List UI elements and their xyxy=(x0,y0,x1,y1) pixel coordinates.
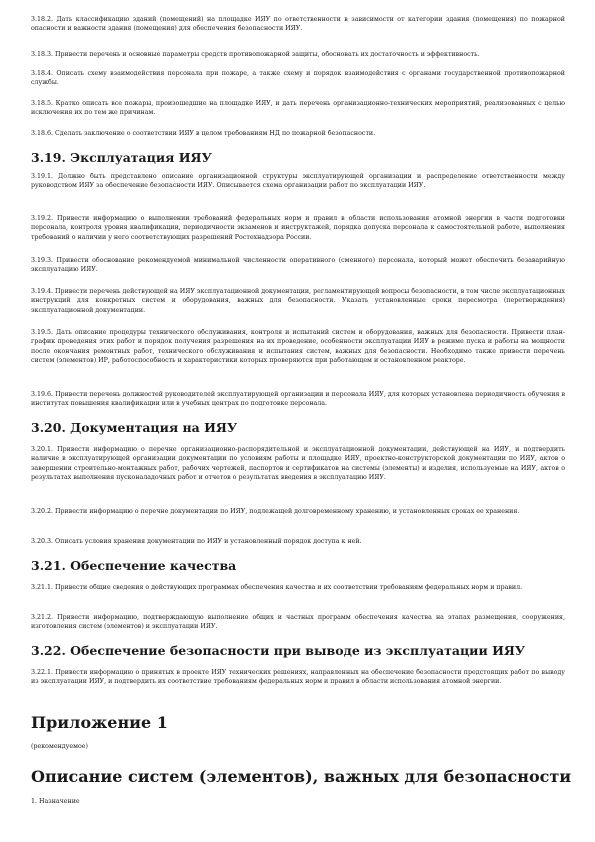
paragraph-3-21-1: 3.21.1. Привести общие сведения о действующих программах обеспечения качества и их соответствии требованиям федеральных норм и правил. xyxy=(31,584,523,591)
paragraph-3-19-5: 3.19.5. Дать описание процедуры технического обслуживания, контроля и испытаний систем и оборудования, важных для безопасности. Привести план-график проведения этих работ и порядок получения разрешения на их проведение, особенности эксплуатации ИЯУ в режиме пуска и работы на мощности после окончания ремонтных работ, технического обслуживания и испытания систем, важных для безопасности. Необходимо также привести перечень систем (элементов) ИР, работоспособность и характеристики которых проверяются при работающем и остановленном реакторе. xyxy=(31,329,565,365)
paragraph-3-22-1: 3.22.1. Привести информацию о принятых в проекте ИЯУ технических решениях, направленных на обеспечение безопасности предстоящих работ по выводу из эксплуатации ИЯУ, и подтвердить их соответствие требованиям федеральных норм и правил в области использования атомной энергии. xyxy=(31,669,565,686)
section-heading-3-22: 3.22. Обеспечение безопасности при выводе из эксплуатации ИЯУ xyxy=(31,643,526,658)
paragraph-3-18-2: 3.18.2. Дать классификацию зданий (помещений) на площадке ИЯУ по ответственности в зависимости от категории здания (помещения) по пожарной опасности и важности здания (помещения) для обеспечения безопасности ИЯУ. xyxy=(31,16,565,33)
appendix-item-1: 1. Назначение xyxy=(31,798,80,805)
paragraph-3-19-3: 3.19.3. Привести обоснование рекомендуемой минимальной численности оперативного (сменного) персонала, который может обеспечить безаварийную эксплуатацию ИЯУ. xyxy=(31,257,565,274)
paragraph-3-18-5: 3.18.5. Кратко описать все пожары, произошедшие на площадке ИЯУ, и дать перечень организационно-технических мероприятий, реализованных с целью исключения их по тем же причинам. xyxy=(31,100,565,117)
paragraph-3-19-2: 3.19.2. Привести информацию о выполнении требований федеральных норм и правил в области использования атомной энергии в части подготовки персонала, контроля уровня квалификации, периодичности экзаменов и инструктажей, порядка допуска персонала к самостоятельной работе, выполнения требований о наличии у него соответствующих разрешений Ростехнадзора России. xyxy=(31,215,565,241)
paragraph-3-19-4: 3.19.4. Привести перечень действующей на ИЯУ эксплуатационной документации, регламентирующей вопросы безопасности, в том числе эксплуатационных инструкций для конкретных систем и оборудования, важных для безопасности. Указать установленные сроки пересмотра (перетверждения) эксплуатационной документации. xyxy=(31,288,565,314)
appendix-note: (рекомендуемое) xyxy=(31,743,88,750)
paragraph-3-18-6: 3.18.6. Сделать заключение о соответствии ИЯУ в целом требованиям НД по пожарной безопасности. xyxy=(31,130,376,137)
section-heading-3-20: 3.20. Документация на ИЯУ xyxy=(31,420,238,435)
appendix-title: Приложение 1 xyxy=(31,713,168,732)
appendix-subtitle: Описание систем (элементов), важных для безопасности xyxy=(31,767,572,786)
paragraph-3-20-2: 3.20.2. Привести информацию о перечне документации по ИЯУ, подлежащей долговременному хранению, и установленных сроках ее хранения. xyxy=(31,508,520,515)
paragraph-3-20-3: 3.20.3. Описать условия хранения документации по ИЯУ и установленный порядок доступа к ней. xyxy=(31,538,362,545)
paragraph-3-19-1: 3.19.1. Должно быть представлено описание организационной структуры эксплуатирующей организации и распределение ответственности между руководством ИЯУ за обеспечение безопасности ИЯУ. Описывается схема организации работ по эксплуатации ИЯУ. xyxy=(31,173,565,190)
section-heading-3-19: 3.19. Эксплуатация ИЯУ xyxy=(31,150,212,165)
paragraph-3-18-4: 3.18.4. Описать схему взаимодействия персонала при пожаре, а также схему и порядок взаимодействия с органами государственной противопожарной службы. xyxy=(31,70,565,87)
paragraph-3-20-1: 3.20.1. Привести информацию о перечне организационно-распорядительной и эксплуатационной документации, действующей на ИЯУ, и подтвердить наличие в эксплуатирующей организации документации по условиям работы и площадке ИЯУ, проектно-конструкторской документации по ИЯУ, актов о завершении строительно-монтажных работ, рабочих чертежей, паспортов и сертификатов на системы (элементы) и изделия, используемые на ИЯУ, актов о результатах выполнения пусконаладочных работ и отчетов о результатах введения в эксплуатацию ИЯУ. xyxy=(31,446,565,482)
paragraph-3-19-6: 3.19.6. Привести перечень должностей руководителей эксплуатирующей организации и персонала ИЯУ, для которых установлена периодичность обучения в институтах повышения квалификации или в учебных центрах по подготовке персонала. xyxy=(31,391,565,408)
paragraph-3-21-2: 3.21.2. Привести информацию, подтверждающую выполнение общих и частных программ обеспечения качества на этапах размещения, сооружения, изготовления систем (элементов) и эксплуатации ИЯУ. xyxy=(31,614,565,631)
section-heading-3-21: 3.21. Обеспечение качества xyxy=(31,558,237,573)
paragraph-3-18-3: 3.18.3. Привести перечень и основные параметры средств противопожарной защиты, обосновать их достаточность и эффективность. xyxy=(31,51,480,58)
